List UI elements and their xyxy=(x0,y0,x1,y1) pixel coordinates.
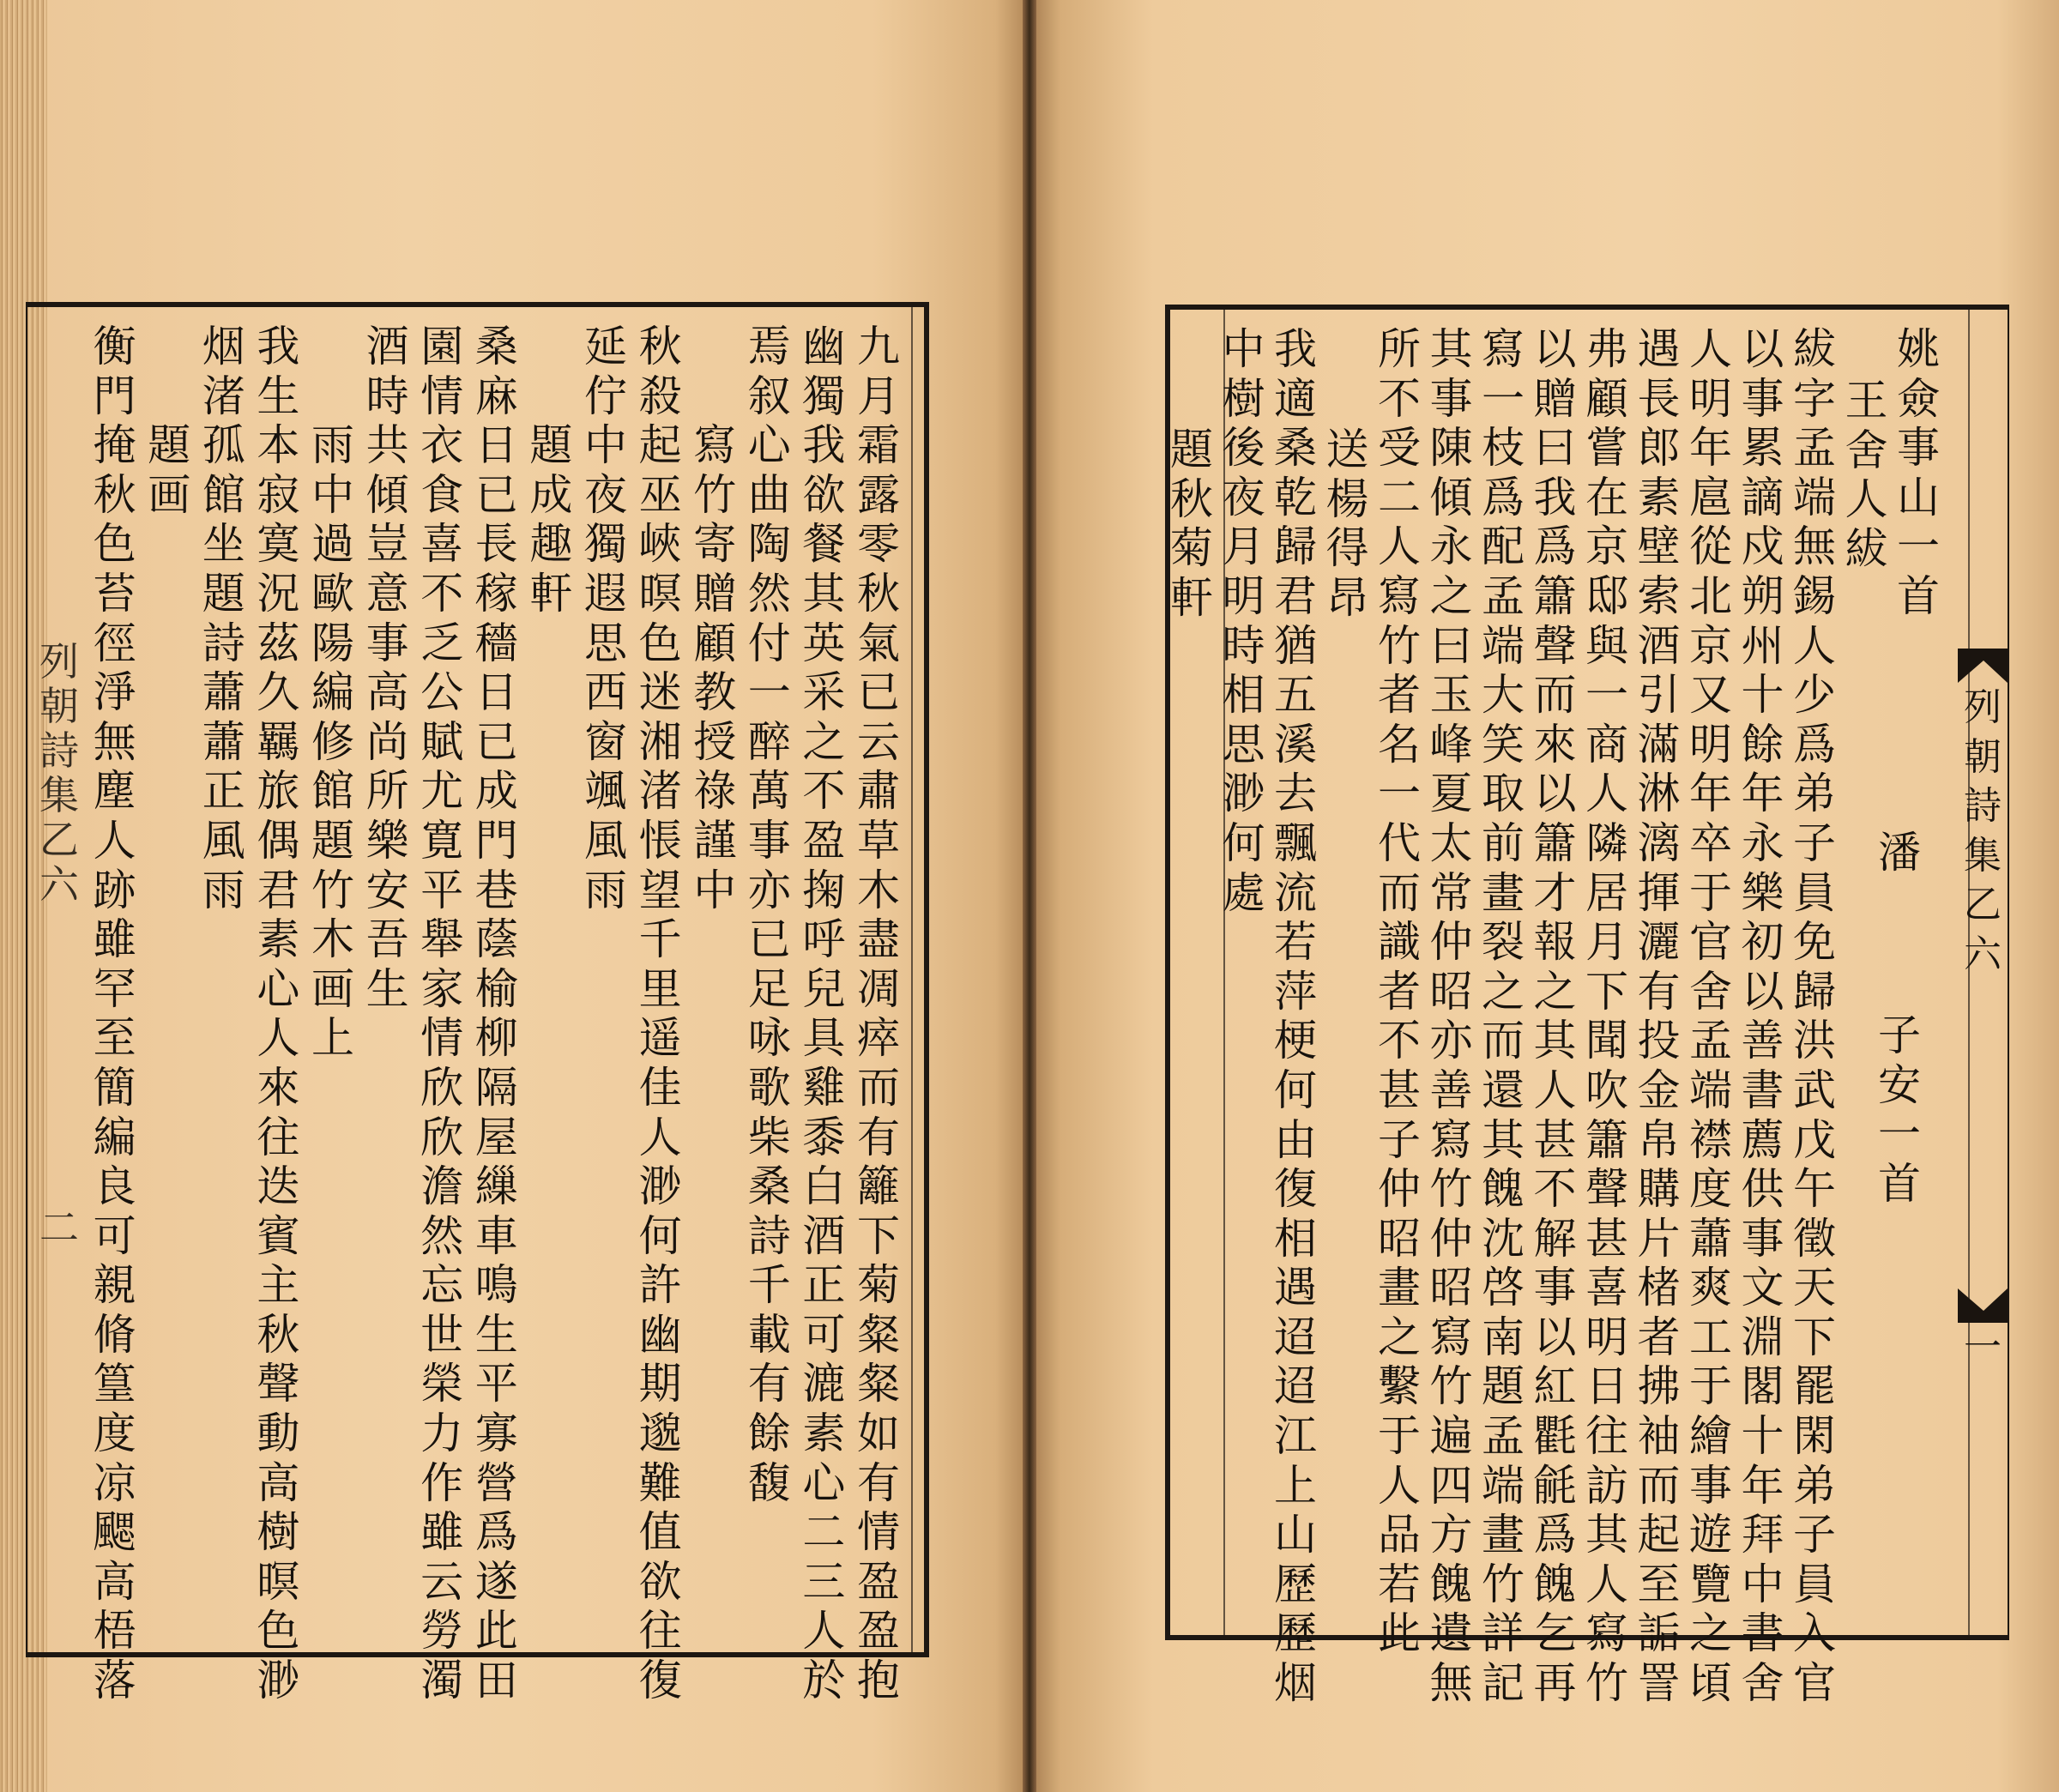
author-name xyxy=(1874,829,1925,878)
text-column: 所 不 受 二 人 寫 竹 者 名 一 代 而 識 者 不 甚 子 仲 昭 畫 之 繫 于 人 品 若 此 xyxy=(1378,324,1421,1659)
text-column: 王 舍 人 紱 xyxy=(1845,376,1888,574)
glyph: 潘 xyxy=(1878,828,1921,878)
text-column: 烟 渚 孤 館 坐 題 詩 蕭 蕭 正 風 雨 xyxy=(202,322,245,915)
glyph: 子 xyxy=(1878,1011,1921,1060)
text-column: 衡 門 掩 秋 色 苔 徑 淨 無 塵 人 跡 雖 罕 至 簡 編 良 可 親 脩 篁 度 凉 颸 高 梧 落 xyxy=(93,322,136,1706)
banxin-title xyxy=(1959,683,2007,980)
banxin-page-number xyxy=(1959,1323,2007,1373)
text-column: 題 画 xyxy=(148,420,191,520)
text-column: 遇 長 郎 素 壁 索 酒 引 滿 淋 漓 揮 灑 有 投 金 帛 購 片 楮 者 拂 袖 而 起 至 詬 詈 xyxy=(1637,324,1681,1709)
text-column: 題 成 趣 軒 xyxy=(529,420,573,618)
glyph: 一 xyxy=(1964,1324,2002,1369)
book-gutter xyxy=(1023,0,1036,1792)
left-text-block xyxy=(26,302,929,1706)
text-column: 九 月 霜 露 零 秋 氣 已 云 肅 草 木 盡 凋 瘁 而 有 籬 下 菊 粲 粲 如 有 情 盈 盈 抱 xyxy=(857,322,900,1706)
glyph: 集 xyxy=(1964,833,2002,878)
fish-tail-upper-icon xyxy=(1958,649,2008,683)
glyph: 朝 xyxy=(1964,734,2002,779)
text-column: 送 楊 得 昂 xyxy=(1325,425,1369,623)
text-column: 中 樹 後 夜 月 明 時 相 思 渺 何 處 xyxy=(1222,324,1265,918)
text-column: 秋 殺 起 巫 峽 暝 色 迷 湘 渚 悵 望 千 里 遥 佳 人 渺 何 許 幽 期 邈 難 值 欲 往 復 xyxy=(638,322,682,1706)
glyph: 二 xyxy=(39,1204,79,1251)
glyph: 安 xyxy=(1878,1059,1921,1110)
glyph: 六 xyxy=(1964,932,2002,976)
text-column: 弗 顧 嘗 在 京 邸 與 一 商 人 隣 居 月 下 聞 吹 簫 聲 甚 喜 明 日 往 訪 其 人 寫 竹 xyxy=(1585,324,1628,1709)
text-column: 我 適 桑 乾 歸 君 猶 五 溪 去 飄 流 若 萍 梗 何 由 復 相 遇 迢 迢 江 上 山 歷 歷 烟 xyxy=(1274,324,1317,1709)
text-column: 我 生 本 寂 寞 況 茲 久 羈 旅 偶 君 素 心 人 來 往 迭 賓 主 秋 聲 動 高 樹 暝 色 渺 xyxy=(257,322,300,1706)
banxin xyxy=(1958,310,2008,1635)
glyph: 朝 xyxy=(39,683,79,729)
text-column: 姚 僉 事 山 一 首 xyxy=(1897,324,1940,621)
text-column: 人 明 年 扈 從 北 京 又 明 年 卒 于 官 舍 孟 端 襟 度 蕭 爽 工 于 繪 事 遊 覽 之 頃 xyxy=(1689,324,1732,1709)
text-column: 幽 獨 我 欲 餐 其 英 采 之 不 盈 掬 呼 兒 具 雞 黍 白 酒 正 可 漉 素 心 二 三 人 於 xyxy=(802,322,846,1706)
text-column: 以 事 累 謫 戍 朔 州 十 餘 年 永 樂 初 以 善 書 薦 供 事 文 淵 閣 十 年 拜 中 書 舍 xyxy=(1741,324,1784,1709)
right-text-block xyxy=(1165,305,2009,1709)
text-column: 以 贈 曰 我 爲 簫 聲 而 來 以 簫 才 報 之 其 人 甚 不 解 事 以 紅 氍 毹 爲 餽 乞 再 xyxy=(1533,324,1577,1709)
text-column: 園 情 衣 食 喜 不 乏 公 賦 尤 寛 平 舉 家 情 欣 欣 澹 然 忘 世 榮 力 作 雖 云 勞 濁 xyxy=(420,322,464,1706)
text-column: 桑 麻 日 已 長 稼 穡 日 已 成 門 巷 蔭 榆 柳 隔 屋 繅 車 鳴 生 平 寡 營 爲 遂 此 田 xyxy=(474,322,518,1706)
text-column: 延 佇 中 夜 獨 遐 思 西 窗 颯 風 雨 xyxy=(584,322,627,915)
glyph: 首 xyxy=(1878,1158,1921,1209)
glyph: 六 xyxy=(39,861,79,908)
text-column: 題 秋 菊 軒 xyxy=(1170,425,1213,623)
left-margin-rule xyxy=(911,307,913,1652)
text-column: 焉 叙 心 曲 陶 然 付 一 醉 萬 事 亦 已 足 咏 歌 柴 桑 詩 千 載 有 餘 馥 xyxy=(747,322,791,1508)
text-column: 其 事 陳 傾 永 之 曰 玉 峰 夏 太 常 仲 昭 亦 善 寫 竹 仲 昭 寫 竹 遍 四 方 餽 遺 無 xyxy=(1429,324,1473,1709)
glyph: 一 xyxy=(1878,1109,1921,1160)
text-column: 寫 一 枝 爲 配 孟 端 大 笑 取 前 畫 裂 之 而 還 其 餽 沈 啓 南 題 孟 端 畫 竹 詳 記 xyxy=(1482,324,1525,1709)
text-column: 雨 中 過 歐 陽 編 修 館 題 竹 木 画 上 xyxy=(311,420,354,1064)
glyph: 乙 xyxy=(1964,883,2002,927)
glyph: 列 xyxy=(39,638,79,685)
glyph: 乙 xyxy=(39,817,79,863)
glyph: 詩 xyxy=(39,727,79,774)
glyph: 集 xyxy=(39,772,79,818)
text-column: 酒 時 共 傾 豈 意 事 高 尚 所 樂 安 吾 生 xyxy=(365,322,409,1014)
glyph: 列 xyxy=(1964,685,2002,729)
fish-tail-lower-icon xyxy=(1958,1288,2008,1323)
author-count xyxy=(1874,1011,1925,1209)
text-column: 紱 字 孟 端 無 錫 人 少 爲 弟 子 員 免 歸 洪 武 戊 午 徵 天 下 罷 閑 弟 子 員 入 官 xyxy=(1793,324,1836,1709)
glyph: 詩 xyxy=(1964,784,2002,829)
text-column: 寫 竹 寄 贈 顧 教 授 祿 謹 中 xyxy=(693,420,737,915)
